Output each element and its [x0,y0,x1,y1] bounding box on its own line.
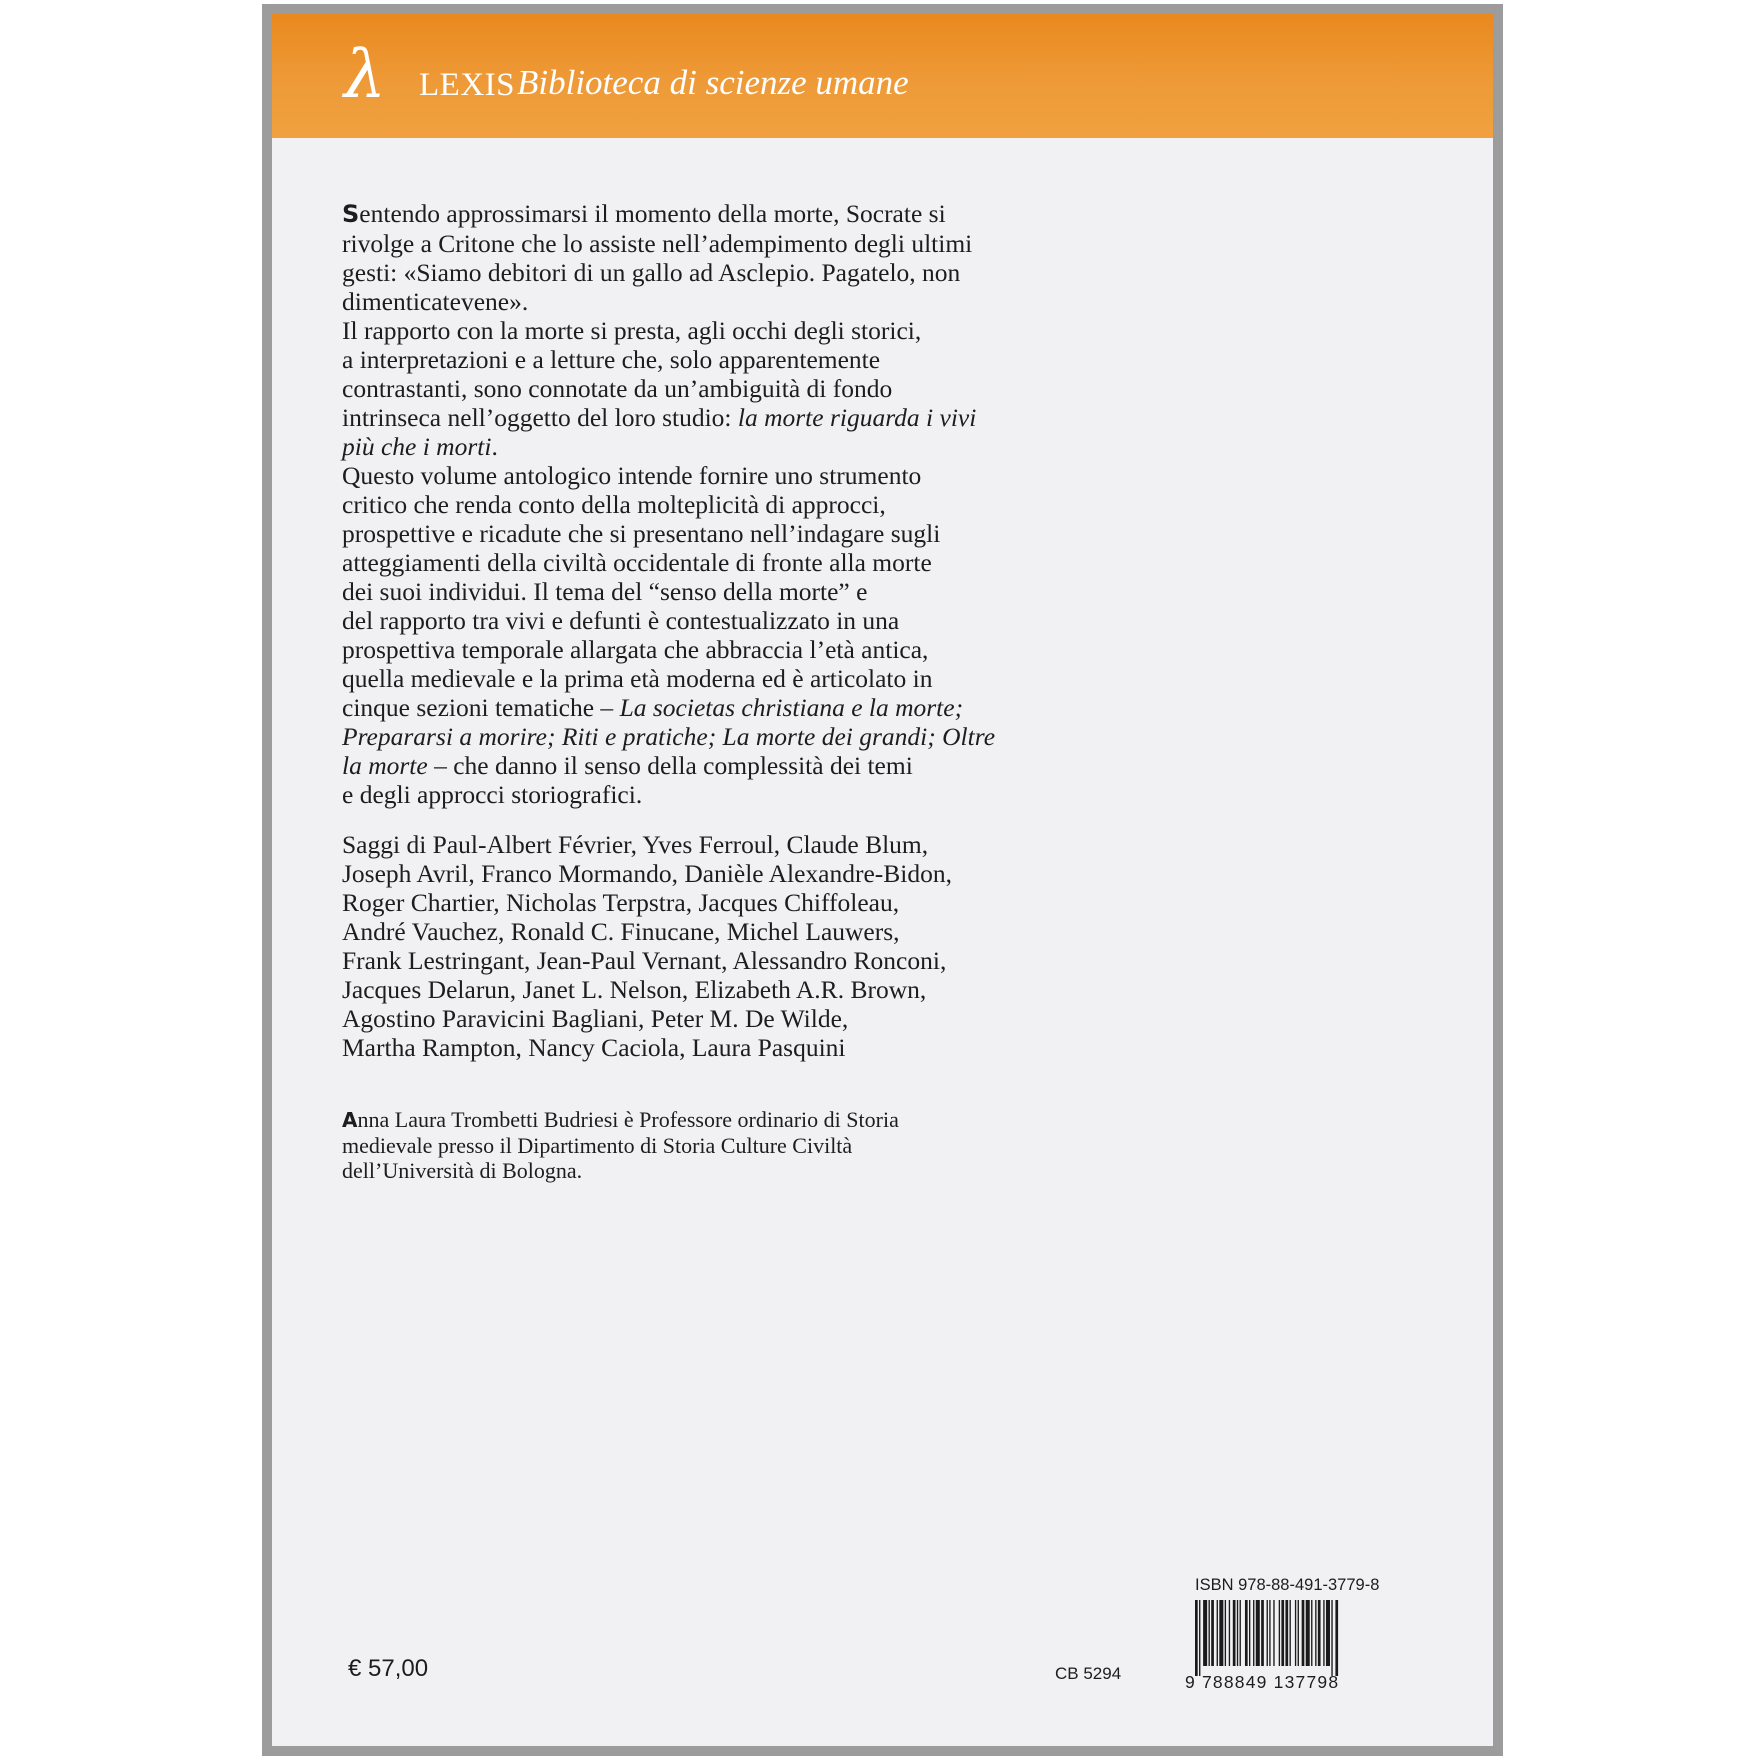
blurb-line: Il rapporto con la morte si presta, agli occhi degli storici, [342,316,922,345]
blurb-line: e degli approcci storiografici. [342,780,643,809]
series-header-band [272,14,1493,138]
contributors-line: Frank Lestringant, Jean-Paul Vernant, Alessandro Ronconi, [342,946,947,975]
blurb-line: critico che renda conto della molteplicità di approcci, [342,490,886,519]
blurb-line: rivolge a Critone che lo assiste nell’adempimento degli ultimi [342,229,973,258]
isbn-label: ISBN 978-88-491-3779-8 [1195,1576,1380,1594]
editor-bio [342,1107,899,1183]
italic-phrase: più che i morti [342,432,492,461]
contributors-line: Roger Chartier, Nicholas Terpstra, Jacques Chiffoleau, [342,888,900,917]
series-name: LEXIS [419,67,515,103]
blurb-line: dimenticatevene». [342,287,529,316]
blurb-line: gesti: «Siamo debitori di un gallo ad Asclepio. Pagatelo, non [342,258,961,287]
blurb-line: prospettiva temporale allargata che abbraccia l’età antica, [342,635,929,664]
contributors-line: Saggi di Paul-Albert Février, Yves Ferroul, Claude Blum, [342,830,929,859]
blurb-line: la morte – che danno il senso della complessità dei temi [342,751,913,780]
contributors-line: Martha Rampton, Nancy Caciola, Laura Pasquini [342,1033,846,1062]
blurb-line: più che i morti. [342,432,498,461]
contributors-line: André Vauchez, Ronald C. Finucane, Michel Lauwers, [342,917,900,946]
section-titles: La societas christiana e la morte; [619,693,964,722]
blurb-line: Prepararsi a morire; Riti e pratiche; La morte dei grandi; Oltre [342,722,996,751]
blurb-line: dei suoi individui. Il tema del “senso della morte” e [342,577,868,606]
cover-paper [272,14,1493,1746]
bio-line: Anna Laura Trombetti Budriesi è Professore ordinario di Storia [342,1107,899,1132]
lambda-logo-icon: λ [344,36,386,113]
blurb-line: Sentendo approssimarsi il momento della morte, Socrate si [342,199,946,228]
ean-digits: 9 788849 137798 [1185,1672,1340,1692]
blurb-line: cinque sezioni tematiche – La societas christiana e la morte; [342,693,964,722]
blurb-line: a interpretazioni e a letture che, solo apparentemente [342,345,881,374]
section-titles: la morte [342,751,428,780]
blurb-line: contrastanti, sono connotate da un’ambiguità di fondo [342,374,893,403]
blurb-line: quella medievale e la prima età moderna ed è articolato in [342,664,933,693]
contributors-line: Agostino Paravicini Bagliani, Peter M. De Wilde, [342,1004,849,1033]
blurb-line: intrinseca nell’oggetto del loro studio: la morte riguarda i vivi [342,403,977,432]
drop-initial: A [342,1108,358,1132]
blurb-line: del rapporto tra vivi e defunti è contestualizzato in una [342,606,900,635]
bio-line: medievale presso il Dipartimento di Storia Culture Civiltà [342,1133,853,1158]
drop-initial: S [342,200,360,228]
contributors-list [342,830,952,1062]
blurb-line: Questo volume antologico intende fornire uno strumento [342,461,922,490]
catalog-code: CB 5294 [1055,1664,1122,1683]
italic-phrase: la morte riguarda i vivi [737,403,977,432]
bio-line: dell’Università di Bologna. [342,1158,583,1183]
series-subtitle: Biblioteca di scienze umane [517,63,909,102]
price-label: € 57,00 [348,1655,429,1682]
barcode-icon [1193,1600,1389,1676]
contributors-line: Jacques Delarun, Janet L. Nelson, Elizabeth A.R. Brown, [342,975,927,1004]
blurb-line: prospettive e ricadute che si presentano nell’indagare sugli [342,519,941,548]
book-description [342,199,1042,809]
contributors-line: Joseph Avril, Franco Mormando, Danièle Alexandre-Bidon, [342,859,952,888]
book-back-cover [262,4,1503,1756]
blurb-line: atteggiamenti della civiltà occidentale di fronte alla morte [342,548,932,577]
